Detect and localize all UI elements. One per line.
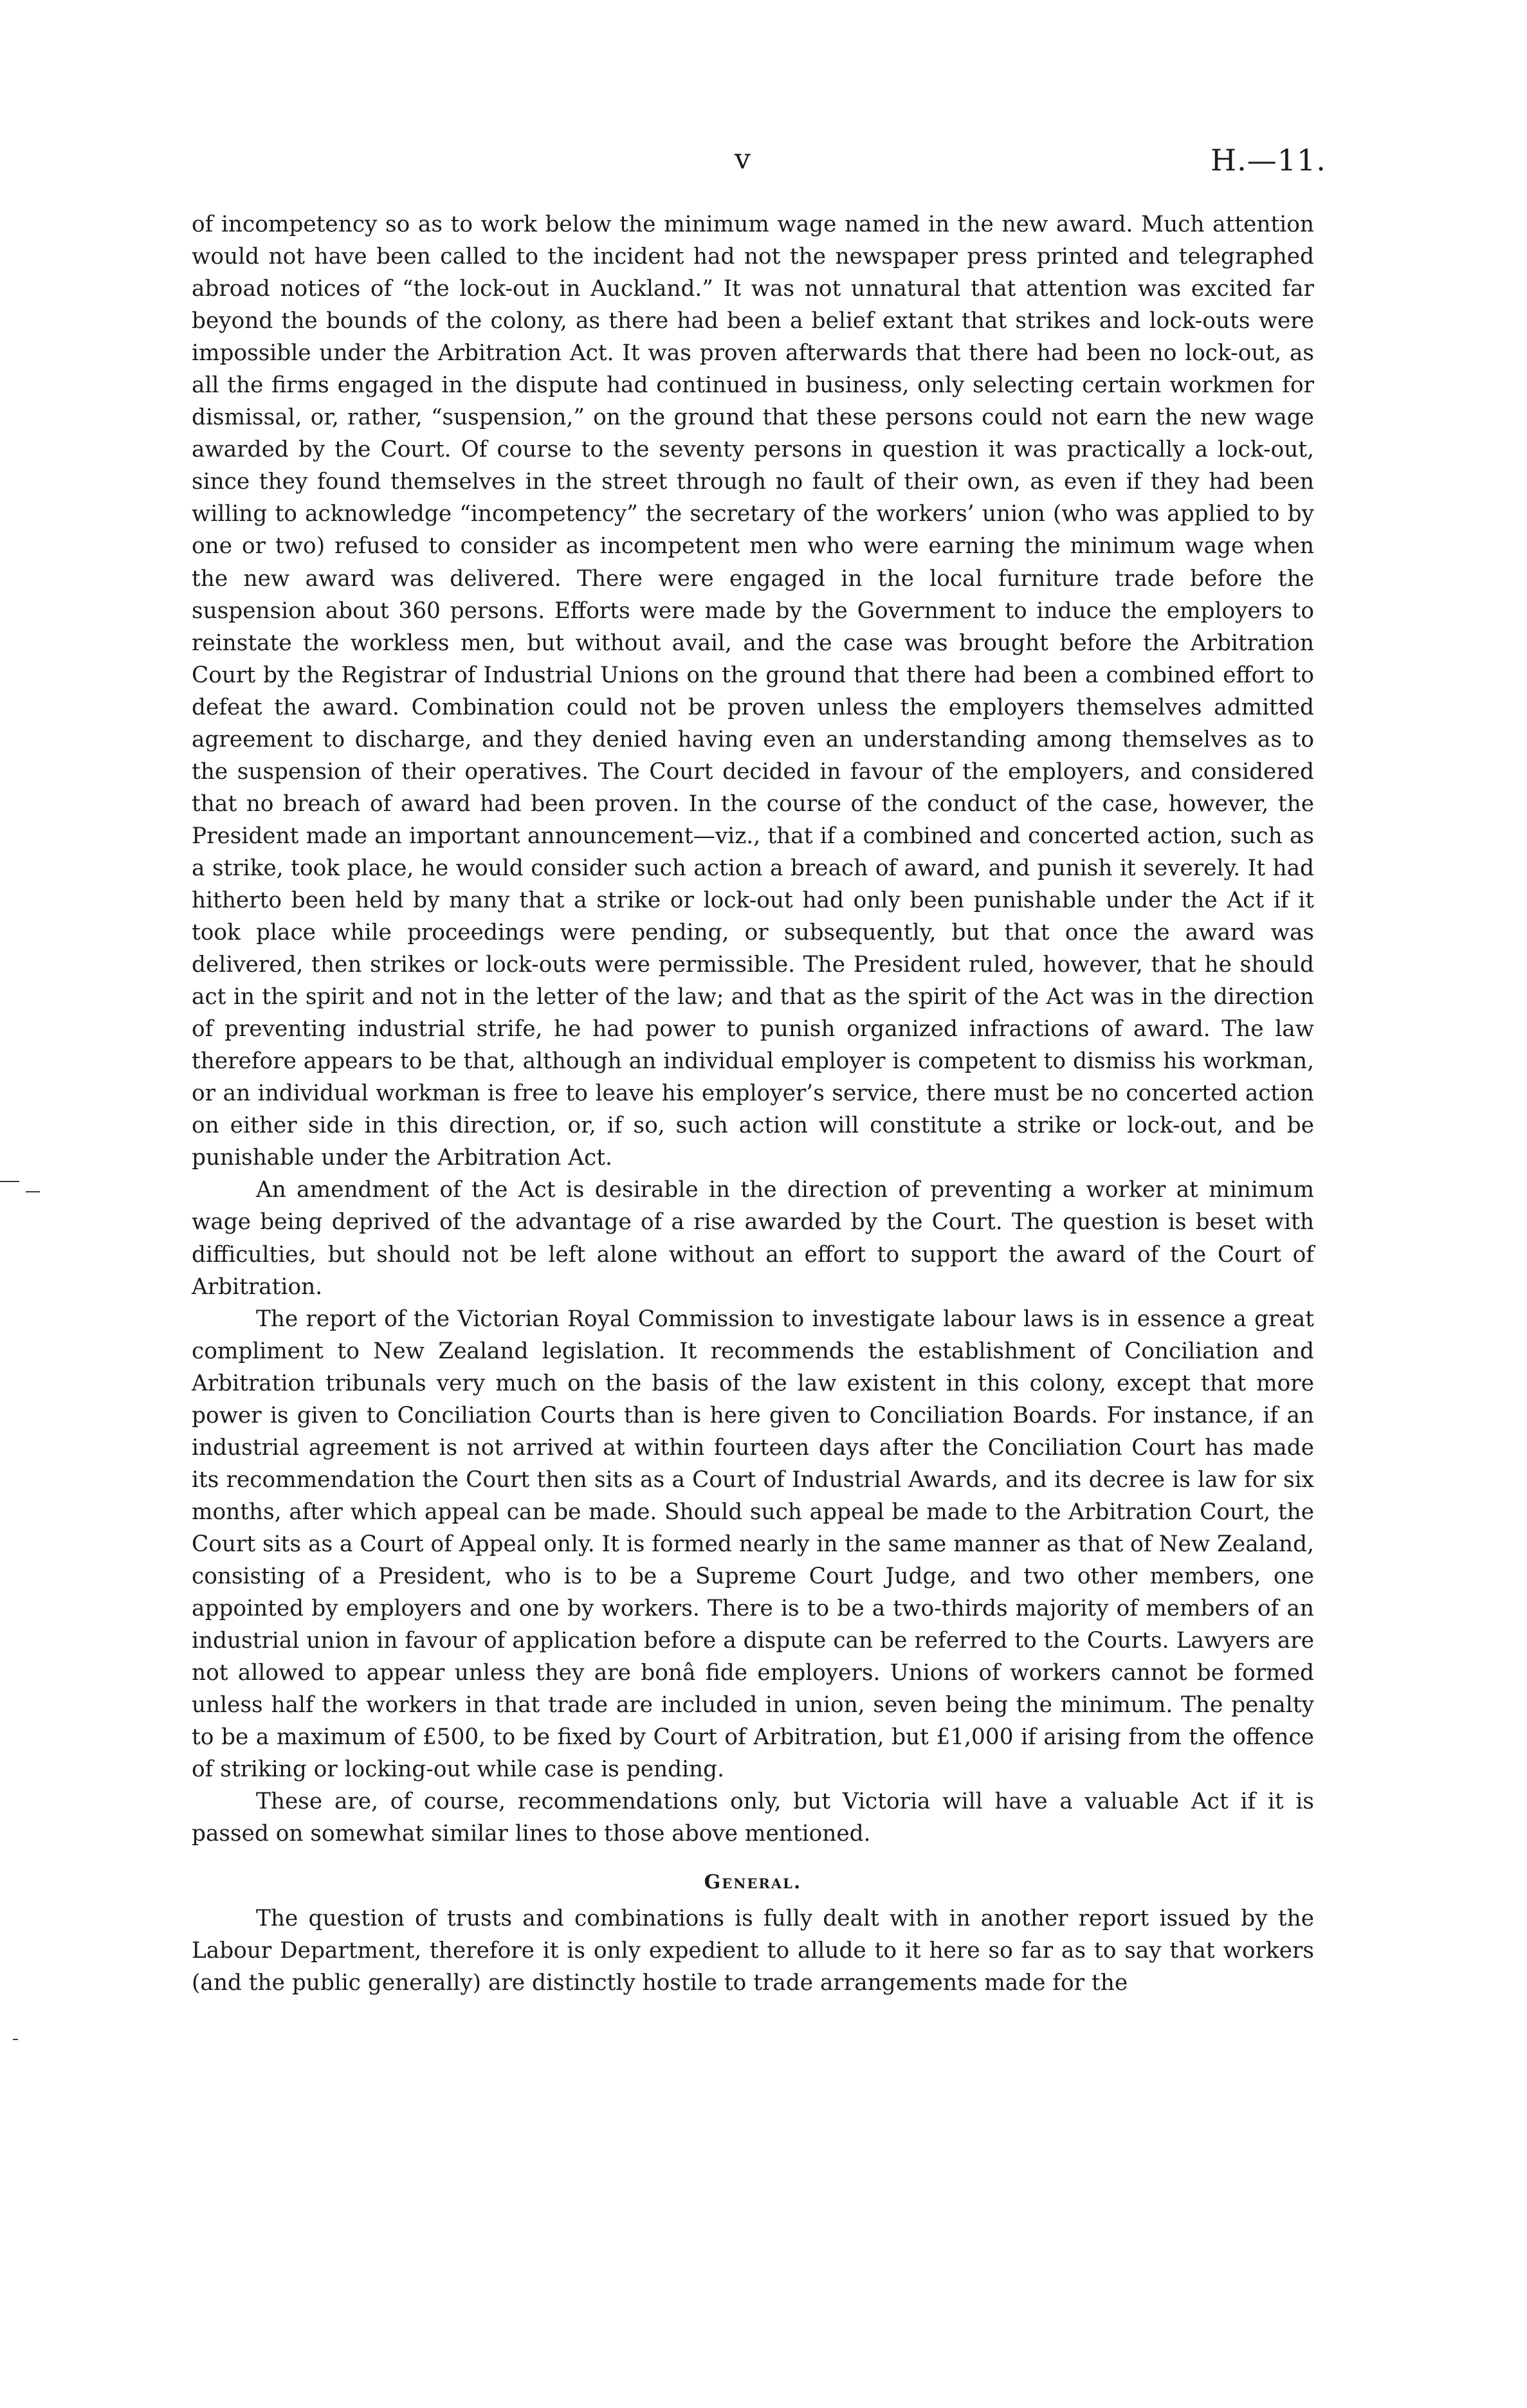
paragraph-victorian-commission: The report of the Victorian Royal Commission to investigate labour laws is in essence a great compliment to New Zealand legislation. It recommends the establishment of Conciliation and Arbitration tribunals very much on the basis of the law existent in this colony, except that more power is given to Conciliation Courts than is here given to Conciliation Boards. For instance, if an industrial agreement is not arrived at within fourteen days after the Conciliation Court has made its recommendation the Court then sits as a Court of Industrial Awards, and its decree is law for six months, after which appeal can be made. Should such appeal be made to the Arbitration Court, the Court sits as a Court of Appeal only. It is formed nearly in the same manner as that of New Zealand, consisting of a President, who is to be a Supreme Court Judge, and two other members, one appointed by employers and one by workers. There is to be a two-thirds majority of members of an industrial union in favour of application before a dispute can be referred to the Courts. Lawyers are not allowed to appear unless they are bonâ fide employers. Unions of workers cannot be formed unless half the workers in that trade are included in union, seven being the minimum. The penalty to be a maximum of £500, to be fixed by Court of Arbitration, but £1,000 if arising from the offence of striking or locking-out while case is pending. [192,1306,1314,1783]
text-body [192,208,1314,2000]
margin-mark [0,1181,19,1182]
document-reference: H.—11. [1211,143,1326,178]
margin-mark [26,1191,40,1192]
paragraph-trusts: The question of trusts and combinations is fully dealt with in another report issued by the Labour Department, therefore it is only expedient to allude to it here so far as to say that workers (and the public generally) are distinctly hostile to trade arrangements made for the [192,1906,1314,1996]
page-number: v [735,143,752,176]
section-heading-general: General. [704,1871,802,1894]
paragraph-amendment: An amendment of the Act is desirable in the direction of preventing a worker at minimum wage being deprived of the advantage of a rise awarded by the Court. The question is beset with difficulties, but should not be left alone without an effort to support the award of the Court of Arbitration. [192,1177,1314,1300]
margin-mark [13,2039,18,2040]
page-header [0,143,1527,181]
paragraph-lockout-continuation: of incompetency so as to work below the minimum wage named in the new award. Much attention would not have been called to the incident had not the newspaper press printed and telegraphed abroad notices of “the lock-out in Auckland.” It was not unnatural that attention was excited far beyond the bounds of the colony, as there had been a belief extant that strikes and lock-outs were impossible under the Arbitration Act. It was proven afterwards that there had been no lock-out, as all the firms engaged in the dispute had continued in business, only selecting certain workmen for dismissal, or, rather, “suspension,” on the ground that these persons could not earn the new wage awarded by the Court. Of course to the seventy persons in question it was practically a lock-out, since they found themselves in the street through no fault of their own, as even if they had been willing to acknowledge “incompetency” the secretary of the workers’ union (who was applied to by one or two) refused to consider as incompetent men who were earning the minimum wage when the new award was delivered. There were engaged in the local furniture trade before the suspension about 360 persons. Efforts were made by the Government to induce the employers to reinstate the workless men, but without avail, and the case was brought before the Arbitration Court by the Registrar of Industrial Unions on the ground that there had been a combined effort to defeat the award. Combination could not be proven unless the employers themselves admitted agreement to discharge, and they denied having even an understanding among themselves as to the suspension of their operatives. The Court decided in favour of the employers, and considered that no breach of award had been proven. In the course of the conduct of the case, however, the President made an important announcement—viz., that if a combined and concerted action, such as a strike, took place, he would consider such action a breach of award, and punish it severely. It had hitherto been held by many that a strike or lock-out had only been punishable under the Act if it took place while proceedings were pending, or subsequently, but that once the award was delivered, then strikes or lock-outs were permissible. The President ruled, however, that he should act in the spirit and not in the letter of the law; and that as the spirit of the Act was in the direction of preventing industrial strife, he had power to punish organized infractions of award. The law therefore appears to be that, although an individual employer is competent to dismiss his workman, or an individual workman is free to leave his employer’s service, there must be no concerted action on either side in this direction, or, if so, such action will constitute a strike or lock-out, and be punishable under the Arbitration Act. [192,212,1314,1171]
paragraph-recommendations: These are, of course, recommendations only, but Victoria will have a valuable Act if it is passed on somewhat similar lines to those above mentioned. [192,1789,1314,1847]
